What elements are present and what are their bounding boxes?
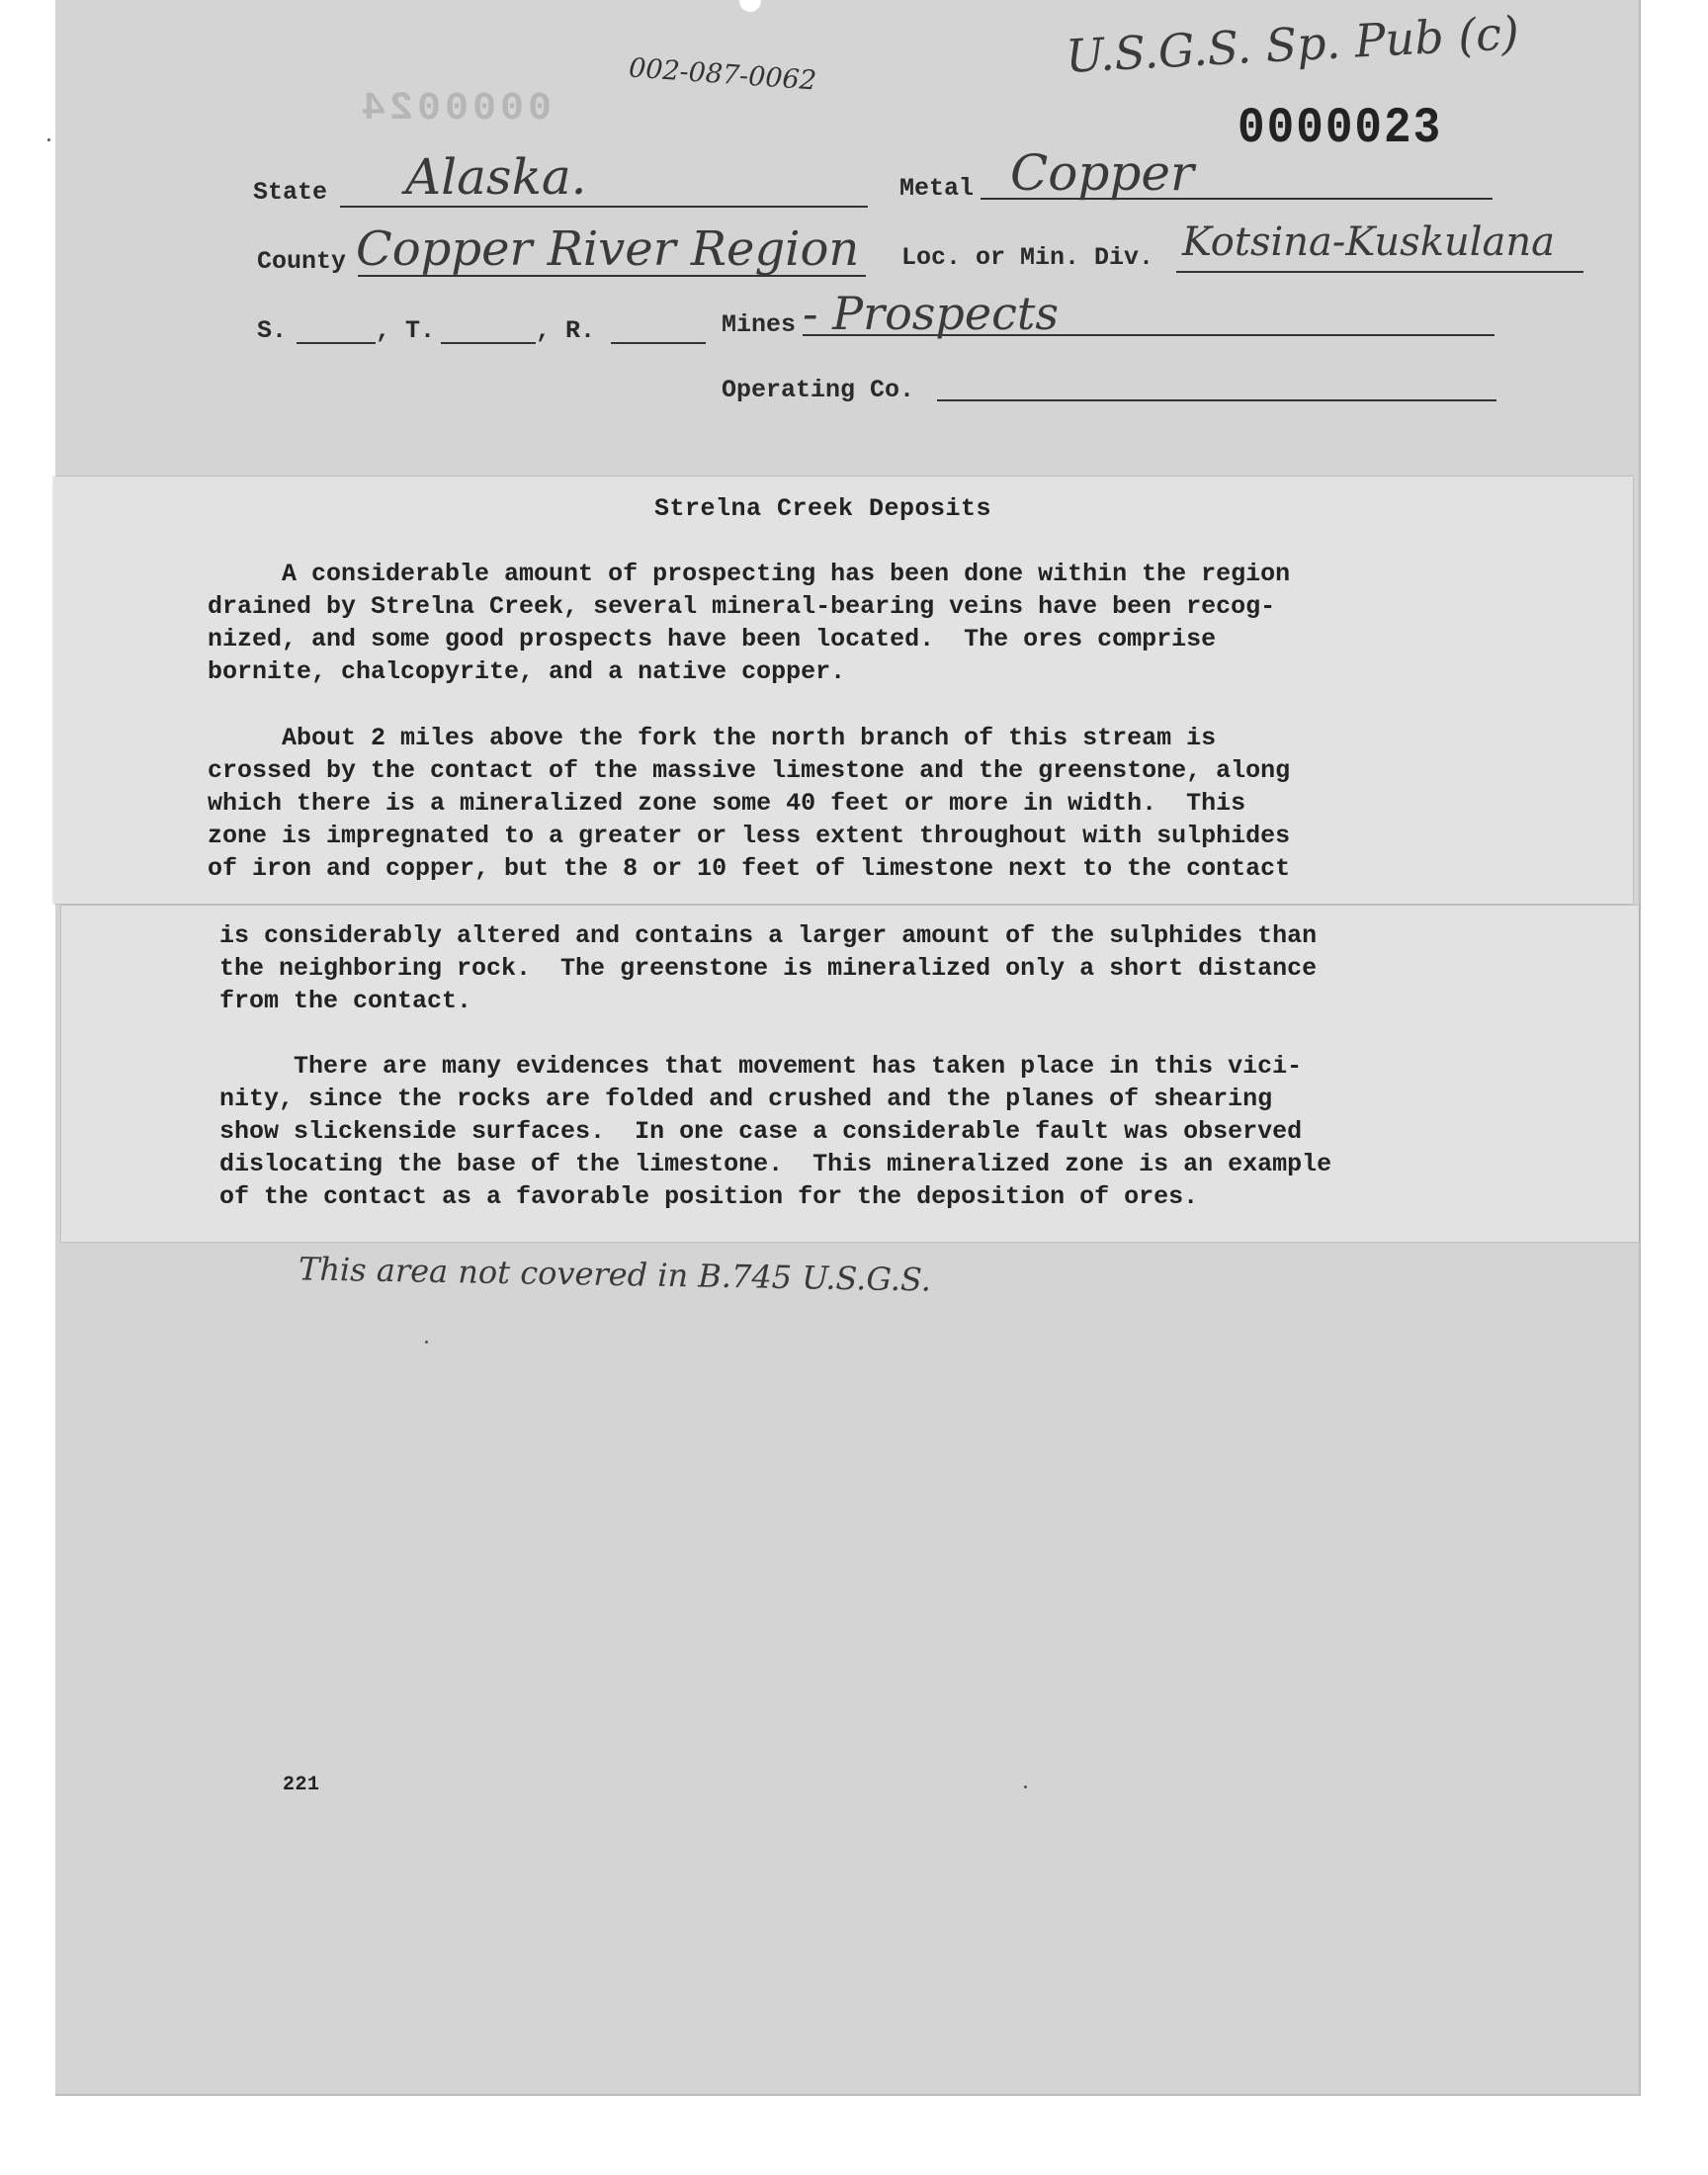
paragraph-4-line: show slickenside surfaces. In one case a considerable fault was observed — [219, 1117, 1303, 1146]
paragraph-3-line: the neighboring rock. The greenstone is mineralized only a short distance — [219, 954, 1318, 983]
section-field-line — [297, 342, 376, 344]
paragraph-3-line: is considerably altered and contains a larger amount of the sulphides than — [219, 921, 1318, 950]
operating-co-field-line — [937, 399, 1496, 401]
county-value: Copper River Region — [356, 221, 860, 277]
paragraph-1-line: nized, and some good prospects have been located. The ores comprise — [208, 625, 1217, 653]
coverage-annotation: This area not covered in B.745 U.S.G.S. — [298, 1250, 932, 1299]
paragraph-2-line: which there is a mineralized zone some 40 feet or more in width. This — [208, 789, 1246, 818]
mirrored-page-number: 0000024 — [358, 87, 553, 131]
paragraph-1 — [208, 558, 1290, 688]
reference-number: 002-087-0062 — [628, 52, 817, 97]
paper-speck — [47, 138, 50, 141]
county-label: County — [257, 247, 347, 276]
paragraph-4-line: of the contact as a favorable position for the deposition of ores. — [219, 1182, 1199, 1211]
paragraph-3-line: from the contact. — [219, 987, 472, 1015]
paragraph-4-line: There are many evidences that movement has taken place in this vici- — [219, 1052, 1303, 1081]
page-number-stamp: 0000023 — [1238, 100, 1443, 157]
paper-speck — [425, 1341, 428, 1344]
loc-field-line — [1176, 271, 1583, 273]
paragraph-2-line: of iron and copper, but the 8 or 10 feet of limestone next to the contact — [208, 854, 1291, 883]
mines-value: - Prospects — [803, 287, 1059, 340]
loc-label: Loc. or Min. Div. — [901, 243, 1154, 272]
township-field-line — [441, 342, 536, 344]
paragraph-1-line: bornite, chalcopyrite, and a native copper. — [208, 657, 846, 686]
township-label: , T. — [376, 316, 436, 345]
operating-co-label: Operating Co. — [722, 376, 915, 404]
paragraph-2-line: zone is impregnated to a greater or less extent throughout with sulphides — [208, 822, 1291, 850]
metal-value: Copper — [1010, 144, 1194, 202]
range-label: , R. — [536, 316, 596, 345]
footer-page-number: 221 — [283, 1774, 320, 1796]
paragraph-4 — [219, 1050, 1331, 1213]
loc-value: Kotsina-Kuskulana — [1182, 219, 1555, 265]
paragraph-4-line: dislocating the base of the limestone. This mineralized zone is an example — [219, 1150, 1332, 1178]
paragraph-4-line: nity, since the rocks are folded and crushed and the planes of shearing — [219, 1085, 1273, 1113]
paragraph-2-line: About 2 miles above the fork the north branch of this stream is — [208, 724, 1217, 752]
paragraph-2 — [208, 722, 1290, 885]
state-label: State — [253, 178, 328, 207]
range-field-line — [611, 342, 706, 344]
mines-label: Mines — [722, 310, 797, 339]
state-value: Alaska. — [405, 148, 587, 206]
paper-speck — [1024, 1785, 1027, 1788]
paragraph-3 — [219, 919, 1317, 1017]
paragraph-1-line: drained by Strelna Creek, several mineral-bearing veins have been recog- — [208, 592, 1276, 621]
paragraph-1-line: A considerable amount of prospecting has been done within the region — [208, 560, 1291, 588]
source-reference-note: U.S.G.S. Sp. Pub (c) — [1064, 6, 1521, 83]
section-label: S. — [257, 316, 288, 345]
paragraph-2-line: crossed by the contact of the massive limestone and the greenstone, along — [208, 756, 1291, 785]
metal-label: Metal — [899, 174, 975, 203]
article-title: Strelna Creek Deposits — [654, 494, 992, 523]
state-field-line — [340, 206, 868, 208]
